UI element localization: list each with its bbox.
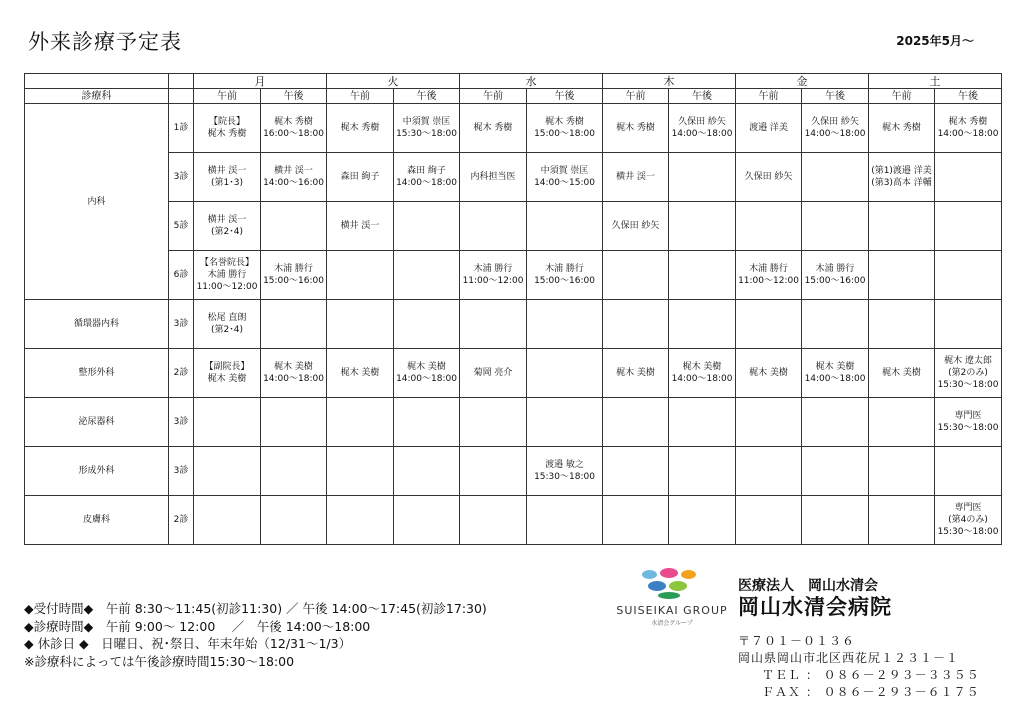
- schedule-cell: [394, 202, 460, 251]
- schedule-cell: [736, 202, 802, 251]
- schedule-cell: [460, 202, 527, 251]
- schedule-cell: [327, 202, 394, 251]
- schedule-cell: [802, 447, 869, 496]
- schedule-cell: [802, 153, 869, 202]
- cell-line: 梶木 美樹: [274, 362, 313, 372]
- cell-line: 横井 渓一: [207, 166, 247, 176]
- cell-line: 横井 渓一: [340, 221, 380, 231]
- cell-line: 15:00〜16:00: [804, 276, 866, 286]
- cell-line: 梶木 秀樹: [545, 117, 584, 127]
- schedule-cell: [935, 251, 1002, 300]
- cell-line: 専門医: [954, 411, 982, 421]
- schedule-cell: [935, 349, 1002, 398]
- cell-line: 14:00〜18:00: [671, 129, 733, 139]
- schedule-cell: [736, 496, 802, 545]
- schedule-cell: [736, 447, 802, 496]
- cell-line: (第2･4): [211, 227, 243, 237]
- postal-code: 〒７０１－０１３６: [738, 634, 856, 648]
- schedule-cell: [669, 447, 736, 496]
- schedule-cell: [669, 496, 736, 545]
- dept-header: 診療科: [25, 89, 169, 104]
- cell-line: 菊岡 亮介: [473, 368, 513, 378]
- schedule-cell: [527, 300, 603, 349]
- day-header: 土: [869, 74, 1002, 89]
- schedule-cell: [194, 300, 261, 349]
- schedule-cell: [194, 447, 261, 496]
- contact-block: [738, 633, 980, 701]
- slot-header-pm: 午後: [802, 89, 869, 104]
- schedule-cell: [603, 447, 669, 496]
- schedule-cell: [669, 251, 736, 300]
- schedule-table: [24, 73, 1002, 545]
- table-row: [25, 104, 1002, 153]
- group-sub: 水清会グループ: [651, 620, 693, 627]
- schedule-cell: [327, 398, 394, 447]
- schedule-cell: [394, 398, 460, 447]
- logo-dots-icon: [640, 566, 704, 600]
- schedule-cell: [327, 300, 394, 349]
- cell-line: (第2･4): [211, 325, 243, 335]
- cell-line: 梶木 美樹: [407, 362, 446, 372]
- schedule-cell: [802, 398, 869, 447]
- schedule-cell: [261, 496, 327, 545]
- cell-line: (第1)渡邉 洋美: [871, 166, 932, 176]
- schedule-cell: [603, 496, 669, 545]
- schedule-cell: [802, 202, 869, 251]
- schedule-cell: [736, 251, 802, 300]
- schedule-cell: [669, 349, 736, 398]
- slot-header-am: 午前: [869, 89, 935, 104]
- cell-line: (第2のみ): [948, 368, 988, 378]
- cell-line: 15:30〜18:00: [937, 380, 999, 390]
- room-number: 2診: [169, 496, 194, 545]
- room-number: 3診: [169, 153, 194, 202]
- day-header: 水: [460, 74, 603, 89]
- schedule-cell: [394, 300, 460, 349]
- cell-line: 木浦 勝行: [473, 264, 513, 274]
- schedule-cell: [261, 202, 327, 251]
- schedule-cell: [603, 251, 669, 300]
- schedule-cell: [261, 300, 327, 349]
- schedule-cell: [327, 496, 394, 545]
- schedule-cell: [736, 153, 802, 202]
- schedule-cell: [802, 251, 869, 300]
- room-number: 3診: [169, 300, 194, 349]
- schedule-cell: [527, 496, 603, 545]
- table-row: [25, 300, 1002, 349]
- schedule-cell: [527, 251, 603, 300]
- schedule-cell: [394, 447, 460, 496]
- schedule-cell: [802, 104, 869, 153]
- cell-line: 梶木 秀樹: [274, 117, 313, 127]
- schedule-cell: [394, 153, 460, 202]
- hours-info: [24, 600, 487, 670]
- schedule-cell: [460, 349, 527, 398]
- hospital-name: 岡山水清会病院: [738, 595, 892, 619]
- cell-line: 木浦 勝行: [749, 264, 788, 274]
- dept-name: 皮膚科: [25, 496, 169, 545]
- table-row: [25, 447, 1002, 496]
- slot-header-am: 午前: [327, 89, 394, 104]
- schedule-cell: [527, 202, 603, 251]
- room-number: 2診: [169, 349, 194, 398]
- schedule-cell: [603, 398, 669, 447]
- schedule-cell: [460, 447, 527, 496]
- schedule-cell: [935, 300, 1002, 349]
- cell-line: (第3)高本 洋輔: [871, 178, 932, 188]
- cell-line: 梶木 美樹: [749, 368, 788, 378]
- schedule-cell: [669, 202, 736, 251]
- hours-note: ※診療科によっては午後診療時間15:30〜18:00: [24, 653, 295, 669]
- cell-line: 梶木 美樹: [340, 368, 380, 378]
- cell-line: 11:00〜12:00: [738, 276, 799, 286]
- header-blank: [169, 89, 194, 104]
- cell-line: 梶木 美樹: [682, 362, 722, 372]
- cell-line: 梶木 秀樹: [340, 123, 380, 133]
- cell-line: 15:30〜18:00: [396, 129, 457, 139]
- dept-name: 形成外科: [25, 447, 169, 496]
- header-blank: [25, 74, 169, 89]
- schedule-cell: [527, 349, 603, 398]
- group-logo: [612, 566, 732, 630]
- cell-line: 木浦 勝行: [545, 264, 584, 274]
- schedule-cell: [394, 349, 460, 398]
- schedule-cell: [669, 398, 736, 447]
- cell-line: 14:00〜18:00: [804, 374, 866, 384]
- table-row: [25, 153, 1002, 202]
- phone: ＴＥＬ ： ０８６－２９３－３３５５: [762, 668, 980, 682]
- cell-line: 15:30〜18:00: [937, 527, 999, 537]
- schedule-cell: [460, 104, 527, 153]
- schedule-cell: [869, 202, 935, 251]
- cell-line: 16:00〜18:00: [263, 129, 324, 139]
- room-number: 5診: [169, 202, 194, 251]
- schedule-cell: [261, 447, 327, 496]
- cell-line: 梶木 美樹: [616, 368, 655, 378]
- slot-header-am: 午前: [460, 89, 527, 104]
- schedule-cell: [869, 349, 935, 398]
- schedule-cell: [802, 349, 869, 398]
- slot-header-pm: 午後: [261, 89, 327, 104]
- schedule-cell: [261, 153, 327, 202]
- cell-line: (第4のみ): [948, 515, 988, 525]
- cell-line: 【名誉院長】: [199, 258, 254, 268]
- effective-date: 2025年5月〜: [896, 34, 974, 48]
- address: 岡山県岡山市北区西花尻１２３１－１: [738, 651, 960, 665]
- schedule-cell: [527, 447, 603, 496]
- cell-line: 久保田 紗矢: [744, 172, 793, 182]
- cell-line: (第1･3): [211, 178, 243, 188]
- cell-line: 15:00〜18:00: [534, 129, 595, 139]
- cell-line: 【副院長】: [204, 362, 250, 372]
- fax: ＦＡＸ ： ０８６－２９３－６１７５: [762, 685, 980, 699]
- cell-line: 14:00〜18:00: [396, 178, 457, 188]
- schedule-cell: [869, 447, 935, 496]
- slot-header-row: [25, 89, 1002, 104]
- cell-line: 木浦 勝行: [207, 270, 247, 280]
- table-row: [25, 251, 1002, 300]
- schedule-cell: [603, 300, 669, 349]
- cell-line: 14:00〜18:00: [263, 374, 324, 384]
- schedule-cell: [736, 104, 802, 153]
- cell-line: 森田 絢子: [407, 166, 446, 176]
- day-header: 金: [736, 74, 869, 89]
- reception-hours: ◆受付時間◆ 午前 8:30〜11:45(初診11:30) ／ 午後 14:00〜17:45(初診17:30): [24, 601, 487, 616]
- schedule-cell: [802, 496, 869, 545]
- schedule-cell: [736, 349, 802, 398]
- room-number: 3診: [169, 398, 194, 447]
- schedule-cell: [869, 300, 935, 349]
- dept-name: 循環器内科: [25, 300, 169, 349]
- slot-header-am: 午前: [194, 89, 261, 104]
- cell-line: 14:00〜16:00: [263, 178, 324, 188]
- schedule-cell: [327, 104, 394, 153]
- schedule-cell: [460, 496, 527, 545]
- schedule-cell: [603, 153, 669, 202]
- slot-header-pm: 午後: [527, 89, 603, 104]
- schedule-cell: [327, 349, 394, 398]
- schedule-cell: [194, 398, 261, 447]
- cell-line: 梶木 美樹: [882, 368, 921, 378]
- cell-line: 梶木 秀樹: [207, 129, 247, 139]
- cell-line: 11:00〜12:00: [462, 276, 524, 286]
- schedule-cell: [527, 153, 603, 202]
- schedule-cell: [869, 251, 935, 300]
- table-row: [25, 202, 1002, 251]
- schedule-cell: [935, 104, 1002, 153]
- schedule-cell: [603, 104, 669, 153]
- schedule-cell: [194, 496, 261, 545]
- schedule-cell: [394, 496, 460, 545]
- schedule-cell: [669, 104, 736, 153]
- cell-line: 横井 渓一: [616, 172, 655, 182]
- day-header: 木: [603, 74, 736, 89]
- cell-line: 14:00〜18:00: [804, 129, 866, 139]
- schedule-cell: [394, 104, 460, 153]
- cell-line: 梶木 秀樹: [616, 123, 655, 133]
- cell-line: 中須賀 崇匡: [402, 117, 451, 127]
- schedule-cell: [869, 496, 935, 545]
- group-name: SUISEIKAI GROUP: [616, 604, 728, 617]
- cell-line: 14:00〜15:00: [534, 178, 595, 188]
- slot-header-am: 午前: [603, 89, 669, 104]
- cell-line: 11:00〜12:00: [196, 282, 258, 292]
- day-header-row: [25, 74, 1002, 89]
- cell-line: 14:00〜18:00: [671, 374, 733, 384]
- schedule-cell: [194, 251, 261, 300]
- schedule-cell: [194, 349, 261, 398]
- slot-header-pm: 午後: [669, 89, 736, 104]
- corporation-name: 医療法人 岡山水清会: [738, 578, 878, 594]
- cell-line: 中須賀 崇匡: [540, 166, 589, 176]
- schedule-cell: [394, 251, 460, 300]
- schedule-cell: [194, 153, 261, 202]
- cell-line: 14:00〜18:00: [937, 129, 999, 139]
- schedule-cell: [527, 398, 603, 447]
- schedule-cell: [935, 447, 1002, 496]
- cell-line: 15:30〜18:00: [534, 472, 595, 482]
- schedule-cell: [460, 153, 527, 202]
- cell-line: 梶木 美樹: [207, 374, 247, 384]
- dept-name: 泌尿器科: [25, 398, 169, 447]
- day-header: 火: [327, 74, 460, 89]
- cell-line: 専門医: [954, 503, 982, 513]
- cell-line: 久保田 紗矢: [678, 117, 726, 127]
- cell-line: 渡邉 洋美: [749, 123, 788, 133]
- slot-header-pm: 午後: [394, 89, 460, 104]
- closed-days: ◆ 休診日 ◆ 日曜日、祝･祭日、年末年始（12/31〜1/3）: [24, 636, 352, 651]
- schedule-cell: [736, 300, 802, 349]
- dept-name: 整形外科: [25, 349, 169, 398]
- schedule-cell: [460, 300, 527, 349]
- cell-line: 森田 絢子: [340, 172, 380, 182]
- cell-line: 梶木 遼太郎: [944, 356, 992, 366]
- table-row: [25, 496, 1002, 545]
- table-row: [25, 398, 1002, 447]
- schedule-cell: [669, 153, 736, 202]
- table-row: [25, 349, 1002, 398]
- page-title: 外来診療予定表: [28, 30, 182, 54]
- schedule-cell: [261, 251, 327, 300]
- schedule-cell: [194, 104, 261, 153]
- cell-line: 14:00〜18:00: [396, 374, 457, 384]
- schedule-cell: [460, 251, 527, 300]
- schedule-cell: [935, 153, 1002, 202]
- schedule-cell: [869, 153, 935, 202]
- schedule-cell: [261, 104, 327, 153]
- cell-line: 15:30〜18:00: [937, 423, 999, 433]
- cell-line: 内科担当医: [470, 172, 516, 182]
- room-number: 6診: [169, 251, 194, 300]
- schedule-cell: [935, 202, 1002, 251]
- schedule-cell: [261, 398, 327, 447]
- schedule-cell: [327, 153, 394, 202]
- schedule-cell: [261, 349, 327, 398]
- hospital-name-block: [738, 578, 892, 619]
- schedule-cell: [869, 398, 935, 447]
- cell-line: 松尾 直朗: [207, 313, 247, 323]
- schedule-cell: [603, 349, 669, 398]
- cell-line: 久保田 紗矢: [811, 117, 859, 127]
- cell-line: 梶木 秀樹: [948, 117, 988, 127]
- schedule-cell: [802, 300, 869, 349]
- cell-line: 横井 渓一: [274, 166, 313, 176]
- consultation-hours: ◆診療時間◆ 午前 9:00〜 12:00 ／ 午後 14:00〜18:00: [24, 618, 371, 634]
- schedule-cell: [460, 398, 527, 447]
- cell-line: 【院長】: [208, 117, 245, 127]
- cell-line: 梶木 美樹: [815, 362, 855, 372]
- cell-line: 渡邉 敏之: [545, 460, 584, 470]
- schedule-cell: [194, 202, 261, 251]
- schedule-cell: [935, 496, 1002, 545]
- cell-line: 梶木 秀樹: [882, 123, 921, 133]
- header-blank: [169, 74, 194, 89]
- room-number: 1診: [169, 104, 194, 153]
- schedule-cell: [327, 447, 394, 496]
- cell-line: 15:00〜16:00: [534, 276, 595, 286]
- schedule-cell: [527, 104, 603, 153]
- cell-line: 木浦 勝行: [815, 264, 855, 274]
- schedule-cell: [736, 398, 802, 447]
- room-number: 3診: [169, 447, 194, 496]
- cell-line: 横井 渓一: [207, 215, 247, 225]
- slot-header-am: 午前: [736, 89, 802, 104]
- cell-line: 木浦 勝行: [274, 264, 313, 274]
- schedule-cell: [603, 202, 669, 251]
- day-header: 月: [194, 74, 327, 89]
- cell-line: 15:00〜16:00: [263, 276, 324, 286]
- schedule-cell: [935, 398, 1002, 447]
- slot-header-pm: 午後: [935, 89, 1002, 104]
- dept-name: 内科: [25, 104, 169, 300]
- schedule-cell: [669, 300, 736, 349]
- cell-line: 梶木 秀樹: [473, 123, 513, 133]
- schedule-cell: [869, 104, 935, 153]
- schedule-cell: [327, 251, 394, 300]
- cell-line: 久保田 紗矢: [611, 221, 660, 231]
